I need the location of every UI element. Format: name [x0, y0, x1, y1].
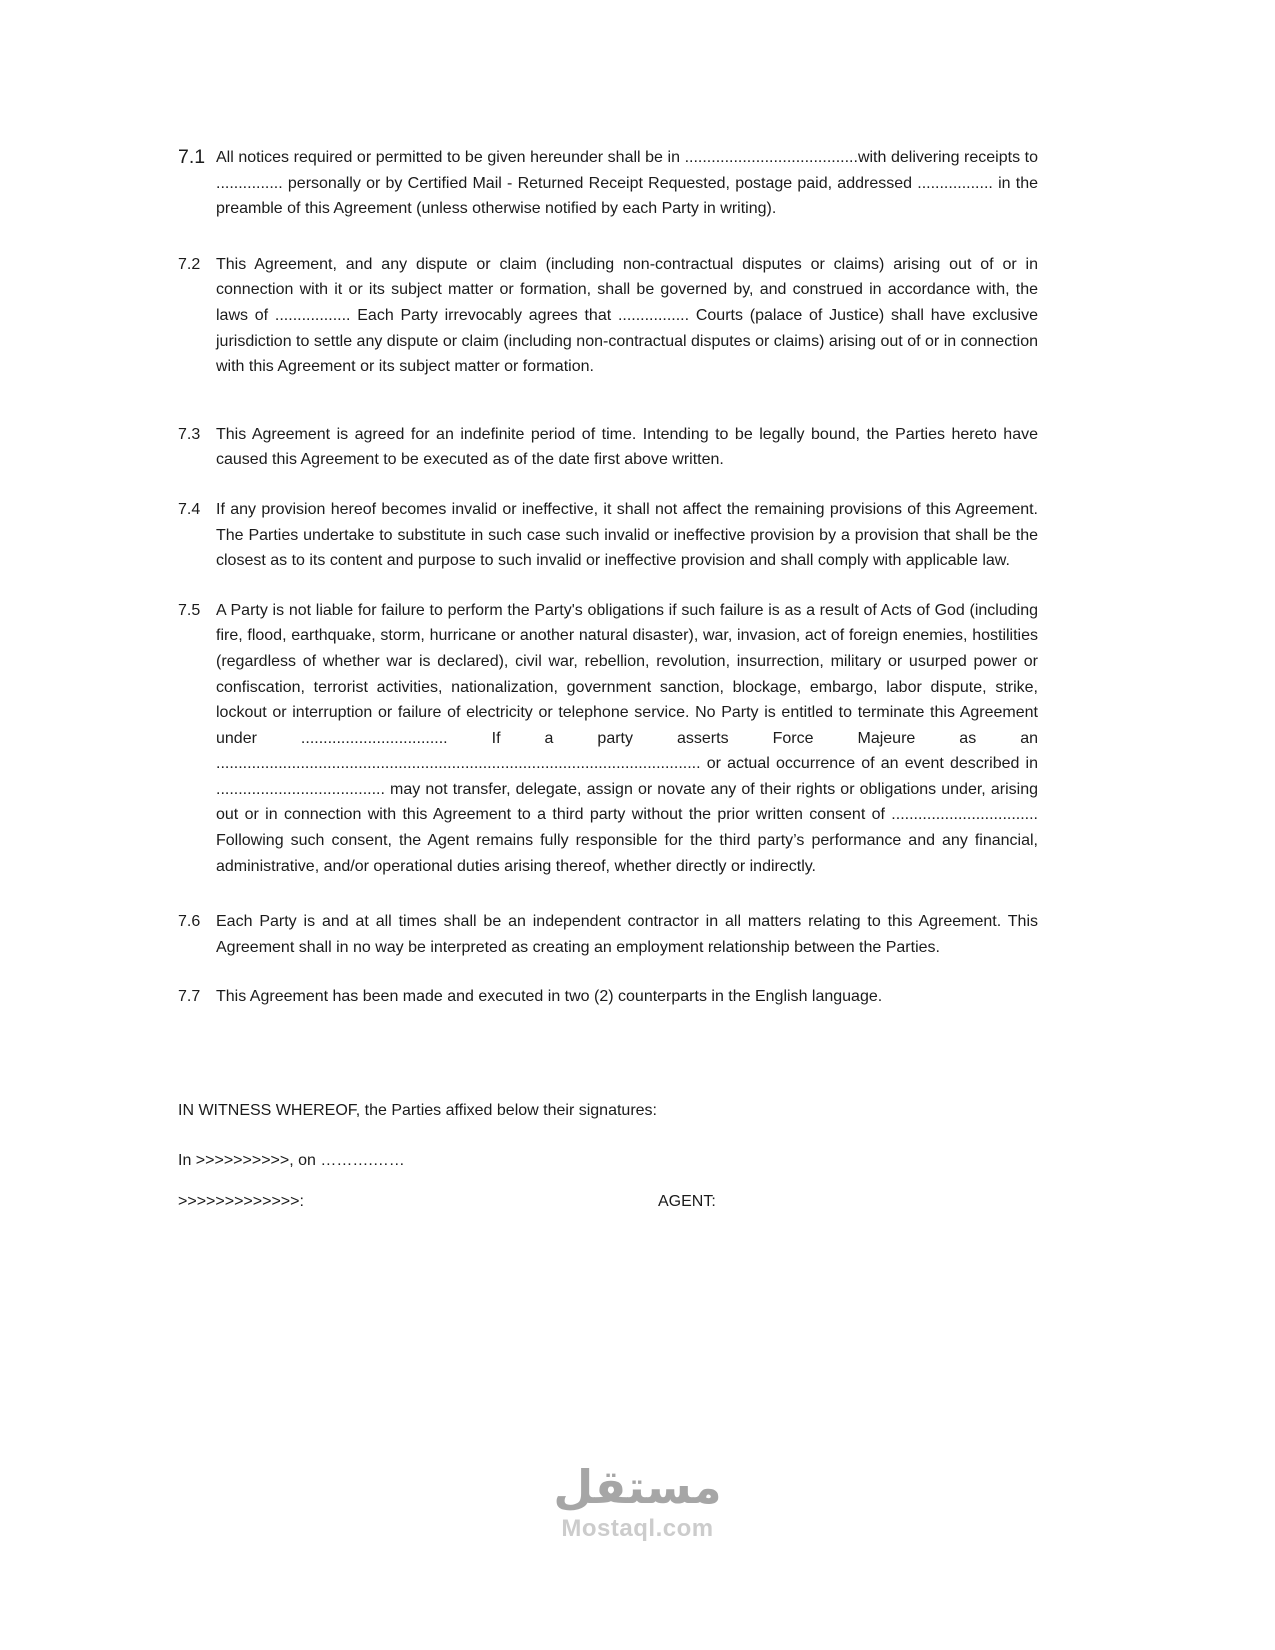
clause-7-5 [178, 598, 1038, 880]
clause-text: Each Party is and at all times shall be an independent contractor in all matters relating to this Agreement. This Agreement shall in no way be interpreted as creating an employment relationship between the Parties. [216, 913, 1038, 956]
clause-text: This Agreement, and any dispute or claim (including non-contractual disputes or claims) arising out of or in connection with it or its subject matter or formation, shall be governed by, and construed in accordance with, the laws of ................. Each Party irrevocably agrees that ................ Courts (palace of Justice) shall have exclusive jurisdiction to settle any dispute or claim (including non-contractual disputes or claims) arising out of or in connection with this Agreement or its subject matter or formation. [216, 255, 1038, 376]
watermark [0, 1462, 1275, 1543]
signature-right-label: AGENT: [658, 1193, 716, 1211]
mostaql-logo: مستقل [553, 1460, 722, 1514]
signature-row [178, 1189, 1038, 1215]
clause-text: All notices required or permitted to be given hereunder shall be in .......................................with delivering receipts to ............... personally or by Certified Mail - Returned Receipt Requested, postage paid, addressed ................. in the preamble of this Agreement (unless otherwise notified by each Party in writing). [216, 149, 1038, 218]
clause-number: 7.3 [178, 425, 201, 443]
clause-7-2 [178, 252, 1038, 380]
clause-number: 7.5 [178, 601, 201, 619]
mostaql-site-text: Mostaql.com [561, 1514, 714, 1542]
clause-number: 7.6 [178, 913, 201, 931]
document-content [178, 145, 1038, 1215]
clause-7-7 [178, 984, 1038, 1010]
clause-7-1 [178, 145, 1038, 222]
clause-text: A Party is not liable for failure to perform the Party's obligations if such failure is as a result of Acts of God (including fire, flood, earthquake, storm, hurricane or another natural disaster), war, invasion, act of foreign enemies, hostilities (regardless of whether war is declared), civil war, rebellion, revolution, insurrection, military or usurped power or confiscation, terrorist activities, nationalization, government sanction, blockage, embargo, labor dispute, strike, lockout or interruption or failure of electricity or telephone service. No Party is entitled to terminate this Agreement under ................................. If a party asserts Force Majeure as an ............................................................................................................. or actual occurrence of an event described in ...................................... may not transfer, delegate, assign or novate any of their rights or obligations under, arising out or in connection with this Agreement to a third party without the prior written consent of ................................. Following such consent, the Agent remains fully responsible for the third party’s performance and any financial, administrative, and/or operational duties arising thereof, whether directly or indirectly. [216, 601, 1038, 875]
clause-7-6 [178, 909, 1038, 960]
clause-text: If any provision hereof becomes invalid or ineffective, it shall not affect the remaining provisions of this Agreement. The Parties undertake to substitute in such case such invalid or ineffective provision by a provision that shall be the closest as to its content and purpose to such invalid or ineffective provision and shall comply with applicable law. [216, 500, 1038, 570]
witness-statement: IN WITNESS WHEREOF, the Parties affixed below their signatures: [178, 1102, 657, 1120]
clause-number: 7.2 [178, 255, 201, 273]
clause-7-4 [178, 497, 1038, 574]
clause-number: 7.4 [178, 500, 201, 518]
clause-number: 7.1 [178, 146, 206, 168]
clause-text: This Agreement is agreed for an indefinite period of time. Intending to be legally bound, the Parties hereto have caused this Agreement to be executed as of the date first above written. [216, 425, 1038, 469]
signature-left-label: >>>>>>>>>>>>>: [178, 1193, 304, 1211]
clause-number: 7.7 [178, 988, 201, 1006]
clause-7-3 [178, 422, 1038, 473]
clause-text: This Agreement has been made and executed in two (2) counterparts in the English language. [216, 988, 883, 1006]
place-date-line: In >>>>>>>>>>, on ……….…… [178, 1151, 405, 1169]
